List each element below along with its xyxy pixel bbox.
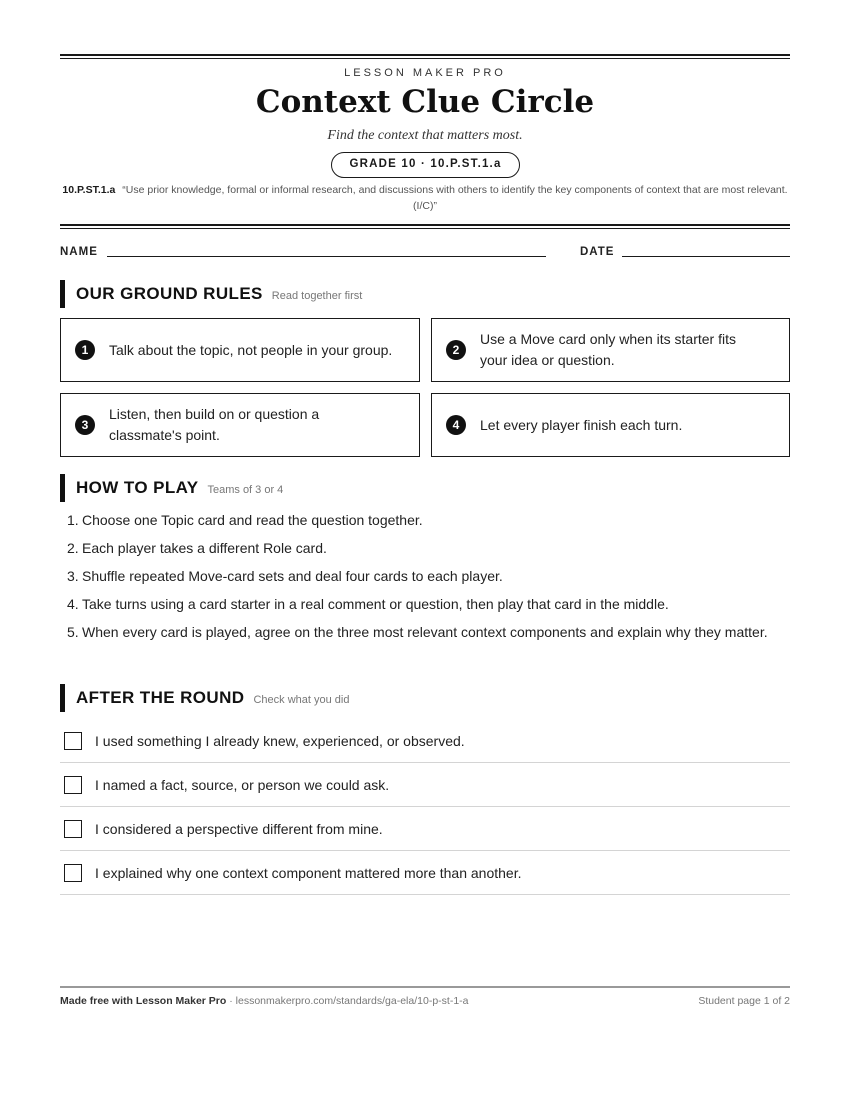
worksheet-title: Context Clue Circle [255, 84, 595, 120]
ground-rule-card [60, 318, 420, 382]
date-label: DATE [580, 246, 615, 258]
standard-statement [60, 182, 790, 214]
instructions-list [67, 510, 782, 650]
ground-rule-card [431, 318, 790, 382]
rule-number-badge: 1 [75, 340, 95, 360]
worksheet-page [60, 0, 790, 1100]
list-item: 4. Take turns using a card starter in a real comment or question, then play that card in the middle. [67, 596, 669, 612]
list-item: 2. Each player takes a different Role card. [67, 540, 327, 556]
standard-text: “Use prior knowledge, formal or informal research, and discussions with others to identify the key components of context that are most relevant. (I/C)” [122, 184, 788, 212]
rule-number-badge: 3 [75, 415, 95, 435]
footer-url[interactable]: · lessonmakerpro.com/standards/ga-ela/10-p-st-1-a [226, 995, 469, 1007]
name-label: NAME [60, 246, 98, 258]
after-round-subtitle: Check what you did [253, 694, 350, 706]
after-round-title: AFTER THE ROUND [76, 688, 245, 707]
date-field[interactable] [622, 256, 790, 257]
rule-number-badge: 2 [446, 340, 466, 360]
ground-rule-card [431, 393, 790, 457]
ground-rules-heading [60, 280, 362, 308]
how-to-play-subtitle: Teams of 3 or 4 [207, 484, 284, 496]
how-to-play-title: HOW TO PLAY [76, 478, 199, 497]
checklist-row [60, 851, 790, 895]
top-double-rule [60, 54, 790, 59]
rule-text: Use a Move card only when its starter fits your idea or question. [480, 331, 736, 368]
list-item: 1. Choose one Topic card and read the question together. [67, 512, 423, 528]
rule-text: Let every player finish each turn. [480, 416, 683, 433]
checkbox[interactable] [64, 776, 82, 794]
standard-code: 10.P.ST.1.a [62, 184, 116, 196]
checklist-text: I used something I already knew, experienced, or observed. [95, 732, 465, 749]
checklist-row [60, 763, 790, 807]
ground-rules-title: OUR GROUND RULES [76, 284, 263, 303]
checkbox[interactable] [64, 864, 82, 882]
after-round-heading [60, 684, 349, 712]
page-number: Student page 1 of 2 [698, 995, 790, 1007]
footer-divider [60, 986, 790, 988]
checkbox[interactable] [64, 732, 82, 750]
checklist-text: I named a fact, source, or person we could ask. [95, 776, 390, 793]
footer-made-with: Made free with Lesson Maker Pro [60, 995, 227, 1007]
checklist-row [60, 719, 790, 763]
list-item: 3. Shuffle repeated Move-card sets and deal four cards to each player. [67, 568, 503, 584]
rule-text: Talk about the topic, not people in your group. [109, 341, 393, 358]
worksheet-subtitle: Find the context that matters most. [327, 128, 523, 143]
checklist-text: I explained why one context component mattered more than another. [95, 864, 522, 881]
list-item: 5. When every card is played, agree on the three most relevant context components and explain why they matter. [67, 624, 768, 640]
rule-text: Listen, then build on or question a classmate's point. [109, 406, 320, 443]
ground-rules-subtitle: Read together first [271, 290, 363, 302]
header-bottom-double-rule [60, 224, 790, 229]
how-to-play-heading [60, 474, 283, 502]
name-field[interactable] [107, 256, 546, 257]
rule-number-badge: 4 [446, 415, 466, 435]
footer-credit [60, 995, 469, 1007]
grade-badge: GRADE 10 · 10.P.ST.1.a [331, 152, 520, 178]
checklist-row [60, 807, 790, 851]
checkbox[interactable] [64, 820, 82, 838]
brand-name: LESSON MAKER PRO [344, 67, 506, 79]
ground-rule-card [60, 393, 420, 457]
checklist-text: I considered a perspective different from mine. [95, 820, 383, 837]
